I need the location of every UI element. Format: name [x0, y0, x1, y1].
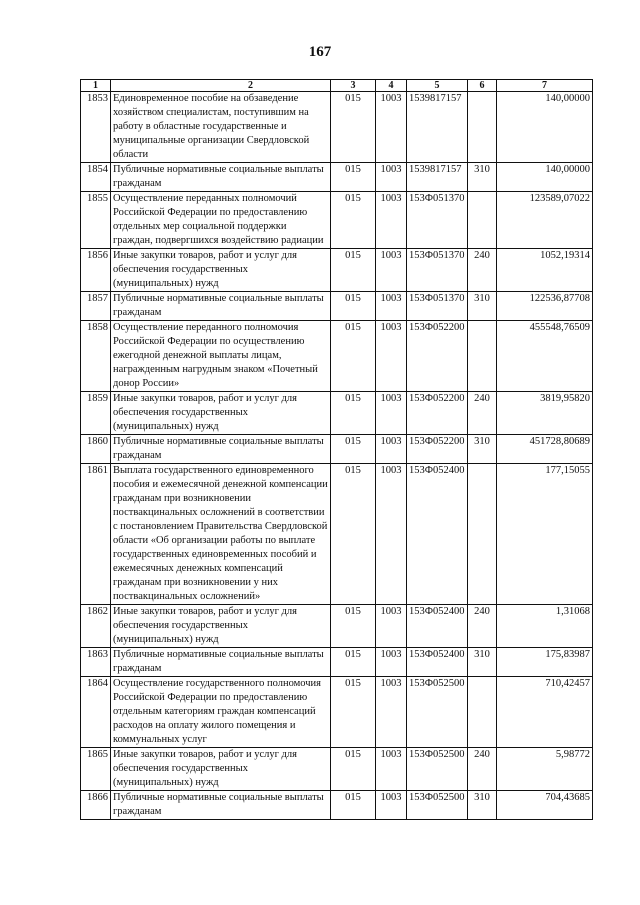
expense-type-cell: 310 — [468, 648, 497, 677]
page-number: 167 — [308, 44, 332, 60]
description-cell: Публичные нормативные социальные выплаты гражданам — [111, 791, 331, 820]
description-cell: Иные закупки товаров, работ и услуг для обеспечения государственных (муниципальных) нужд — [111, 605, 331, 648]
table-row — [81, 435, 593, 464]
header-cell-4: 4 — [376, 80, 407, 92]
amount-cell: 175,83987 — [497, 648, 593, 677]
expense-type-cell — [468, 192, 497, 249]
table-row — [81, 163, 593, 192]
section-code-cell: 1003 — [376, 292, 407, 321]
table-row — [81, 321, 593, 392]
expense-type-cell: 240 — [468, 605, 497, 648]
description-cell: Осуществление переданного полномочия Российской Федерации по осуществлению ежегодной денежной выплаты лицам, награжденным нагрудным знаком «Почетный донор России» — [111, 321, 331, 392]
table-row — [81, 748, 593, 791]
table-row — [81, 648, 593, 677]
row-number-cell: 1861 — [81, 464, 111, 605]
table-body — [81, 92, 593, 820]
table-row — [81, 464, 593, 605]
row-number-cell: 1857 — [81, 292, 111, 321]
expense-type-cell: 240 — [468, 249, 497, 292]
ministry-code-cell: 015 — [331, 192, 376, 249]
header-cell-5: 5 — [407, 80, 468, 92]
expense-type-cell: 310 — [468, 292, 497, 321]
target-code-cell: 153Ф052400 — [407, 464, 468, 605]
row-number-cell: 1855 — [81, 192, 111, 249]
section-code-cell: 1003 — [376, 192, 407, 249]
row-number-cell: 1858 — [81, 321, 111, 392]
amount-cell: 5,98772 — [497, 748, 593, 791]
section-code-cell: 1003 — [376, 648, 407, 677]
table-row — [81, 249, 593, 292]
header-row — [81, 80, 593, 92]
expense-type-cell: 310 — [468, 791, 497, 820]
amount-cell: 140,00000 — [497, 163, 593, 192]
target-code-cell: 153Ф052500 — [407, 748, 468, 791]
row-number-cell: 1862 — [81, 605, 111, 648]
section-code-cell: 1003 — [376, 748, 407, 791]
amount-cell: 710,42457 — [497, 677, 593, 748]
ministry-code-cell: 015 — [331, 605, 376, 648]
header-cell-2: 2 — [111, 80, 331, 92]
ministry-code-cell: 015 — [331, 435, 376, 464]
section-code-cell: 1003 — [376, 435, 407, 464]
expense-type-cell: 240 — [468, 392, 497, 435]
amount-cell: 451728,80689 — [497, 435, 593, 464]
ministry-code-cell: 015 — [331, 92, 376, 163]
description-cell: Выплата государственного единовременного пособия и ежемесячной денежной компенсации гражданам при возникновении поствакцинальных осложнений в соответствии с постановлением Правительства Свердловской области «Об организации работы по выплате государственных единовременных пособий и ежемесячных денежных компенсаций гражданам при возникновении у них поствакцинальных осложнений» — [111, 464, 331, 605]
amount-cell: 177,15055 — [497, 464, 593, 605]
section-code-cell: 1003 — [376, 249, 407, 292]
ministry-code-cell: 015 — [331, 648, 376, 677]
table-row — [81, 392, 593, 435]
row-number-cell: 1860 — [81, 435, 111, 464]
target-code-cell: 153Ф052200 — [407, 392, 468, 435]
header-cell-6: 6 — [468, 80, 497, 92]
description-cell: Публичные нормативные социальные выплаты гражданам — [111, 648, 331, 677]
row-number-cell: 1866 — [81, 791, 111, 820]
amount-cell: 1,31068 — [497, 605, 593, 648]
expense-type-cell — [468, 92, 497, 163]
table-row — [81, 677, 593, 748]
ministry-code-cell: 015 — [331, 464, 376, 605]
section-code-cell: 1003 — [376, 791, 407, 820]
ministry-code-cell: 015 — [331, 249, 376, 292]
row-number-cell: 1864 — [81, 677, 111, 748]
table-row — [81, 605, 593, 648]
section-code-cell: 1003 — [376, 92, 407, 163]
section-code-cell: 1003 — [376, 321, 407, 392]
description-cell: Иные закупки товаров, работ и услуг для обеспечения государственных (муниципальных) нужд — [111, 392, 331, 435]
row-number-cell: 1859 — [81, 392, 111, 435]
target-code-cell: 153Ф052400 — [407, 605, 468, 648]
row-number-cell: 1863 — [81, 648, 111, 677]
amount-cell: 3819,95820 — [497, 392, 593, 435]
description-cell: Иные закупки товаров, работ и услуг для обеспечения государственных (муниципальных) нужд — [111, 748, 331, 791]
amount-cell: 455548,76509 — [497, 321, 593, 392]
section-code-cell: 1003 — [376, 605, 407, 648]
target-code-cell: 153Ф052500 — [407, 677, 468, 748]
expense-type-cell: 240 — [468, 748, 497, 791]
ministry-code-cell: 015 — [331, 791, 376, 820]
expense-type-cell: 310 — [468, 163, 497, 192]
ministry-code-cell: 015 — [331, 392, 376, 435]
expense-type-cell — [468, 677, 497, 748]
description-cell: Публичные нормативные социальные выплаты гражданам — [111, 435, 331, 464]
section-code-cell: 1003 — [376, 392, 407, 435]
header-cell-3: 3 — [331, 80, 376, 92]
target-code-cell: 153Ф052200 — [407, 435, 468, 464]
amount-cell: 704,43685 — [497, 791, 593, 820]
expense-type-cell: 310 — [468, 435, 497, 464]
ministry-code-cell: 015 — [331, 321, 376, 392]
header-cell-7: 7 — [497, 80, 593, 92]
row-number-cell: 1854 — [81, 163, 111, 192]
amount-cell: 122536,87708 — [497, 292, 593, 321]
target-code-cell: 153Ф052200 — [407, 321, 468, 392]
description-cell: Осуществление переданных полномочий Российской Федерации по предоставлению отдельных мер социальной поддержки граждан, подвергшихся воздействию радиации — [111, 192, 331, 249]
target-code-cell: 153Ф051370 — [407, 192, 468, 249]
amount-cell: 1052,19314 — [497, 249, 593, 292]
ministry-code-cell: 015 — [331, 677, 376, 748]
expense-type-cell — [468, 464, 497, 605]
table-row — [81, 92, 593, 163]
ministry-code-cell: 015 — [331, 163, 376, 192]
section-code-cell: 1003 — [376, 677, 407, 748]
amount-cell: 140,00000 — [497, 92, 593, 163]
row-number-cell: 1865 — [81, 748, 111, 791]
target-code-cell: 1539817157 — [407, 163, 468, 192]
table-row — [81, 292, 593, 321]
expense-type-cell — [468, 321, 497, 392]
section-code-cell: 1003 — [376, 163, 407, 192]
budget-table — [80, 79, 593, 820]
target-code-cell: 153Ф051370 — [407, 249, 468, 292]
target-code-cell: 153Ф051370 — [407, 292, 468, 321]
header-cell-1: 1 — [81, 80, 111, 92]
row-number-cell: 1853 — [81, 92, 111, 163]
target-code-cell: 153Ф052500 — [407, 791, 468, 820]
description-cell: Публичные нормативные социальные выплаты гражданам — [111, 163, 331, 192]
section-code-cell: 1003 — [376, 464, 407, 605]
description-cell: Единовременное пособие на обзаведение хозяйством специалистам, поступившим на работу в областные государственные и муниципальные организации Свердловской области — [111, 92, 331, 163]
target-code-cell: 1539817157 — [407, 92, 468, 163]
description-cell: Осуществление государственного полномочия Российской Федерации по предоставлению отдельным категориям граждан компенсаций расходов на оплату жилого помещения и коммунальных услуг — [111, 677, 331, 748]
table-row — [81, 192, 593, 249]
amount-cell: 123589,07022 — [497, 192, 593, 249]
ministry-code-cell: 015 — [331, 748, 376, 791]
ministry-code-cell: 015 — [331, 292, 376, 321]
row-number-cell: 1856 — [81, 249, 111, 292]
target-code-cell: 153Ф052400 — [407, 648, 468, 677]
table-row — [81, 791, 593, 820]
description-cell: Иные закупки товаров, работ и услуг для обеспечения государственных (муниципальных) нужд — [111, 249, 331, 292]
description-cell: Публичные нормативные социальные выплаты гражданам — [111, 292, 331, 321]
